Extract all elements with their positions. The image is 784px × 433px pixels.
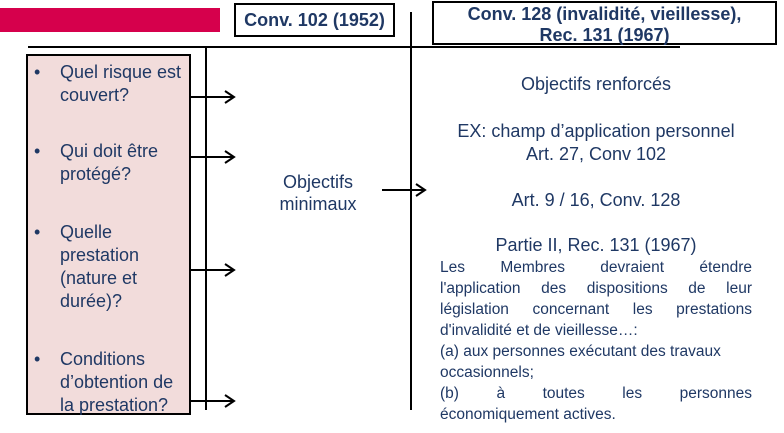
column-divider-right	[410, 12, 412, 410]
questions-box	[26, 54, 191, 415]
table-header-rule	[28, 46, 680, 48]
question-item	[34, 221, 185, 313]
recommendation-heading: Partie II, Rec. 131 (1967)	[495, 235, 697, 255]
minimal-objectives-label	[262, 171, 374, 215]
text-line: économiquement actives.	[440, 406, 616, 423]
recommendation-text	[440, 257, 752, 425]
minimal-objectives-line1: Objectifs	[282, 172, 354, 192]
example-line-1: EX: champ d’application personnel	[457, 121, 735, 141]
header-conv-128-line1: Conv. 128 (invalidité, vieillesse),	[467, 4, 742, 24]
text-line: Les Membres devraient étendre	[440, 259, 752, 276]
bullet-icon: •	[34, 222, 41, 242]
text-line: occasionnels;	[440, 364, 534, 381]
question-item	[34, 348, 185, 417]
text-line: législation concernant les prestations	[440, 301, 752, 318]
header-conv-128	[432, 1, 777, 45]
arrow-right-icon	[191, 393, 237, 409]
question-text: Conditions d’obtention de la prestation?	[60, 349, 174, 415]
text-line: (b) à toutes les personnes	[440, 385, 752, 402]
reinforced-objectives-label: Objectifs renforcés	[520, 74, 672, 94]
header-conv-128-line2: Rec. 131 (1967)	[539, 25, 670, 45]
text-line: d'invalidité et de vieillesse…:	[440, 322, 638, 339]
question-text: Qui doit être protégé?	[60, 141, 159, 184]
arrow-right-icon	[382, 182, 428, 198]
bullet-icon: •	[34, 349, 41, 369]
text-line: l'application des dispositions de leur	[440, 280, 752, 297]
question-item	[34, 140, 185, 186]
bullet-icon: •	[34, 62, 41, 82]
question-text: Quel risque est couvert?	[60, 62, 182, 105]
text-line: (a) aux personnes exécutant des travaux	[440, 343, 721, 360]
article-reference: Art. 9 / 16, Conv. 128	[511, 190, 681, 210]
question-text: Quelle prestation (nature et durée)?	[60, 222, 140, 311]
question-item	[34, 61, 185, 107]
arrow-right-icon	[191, 89, 237, 105]
minimal-objectives-line2: minimaux	[279, 194, 357, 214]
header-conv-102-label: Conv. 102 (1952)	[244, 10, 385, 30]
arrow-right-icon	[191, 149, 237, 165]
header-conv-102	[234, 3, 395, 37]
example-line-2: Art. 27, Conv 102	[525, 144, 667, 164]
bullet-icon: •	[34, 141, 41, 161]
accent-bar	[0, 8, 220, 32]
arrow-right-icon	[191, 262, 237, 278]
